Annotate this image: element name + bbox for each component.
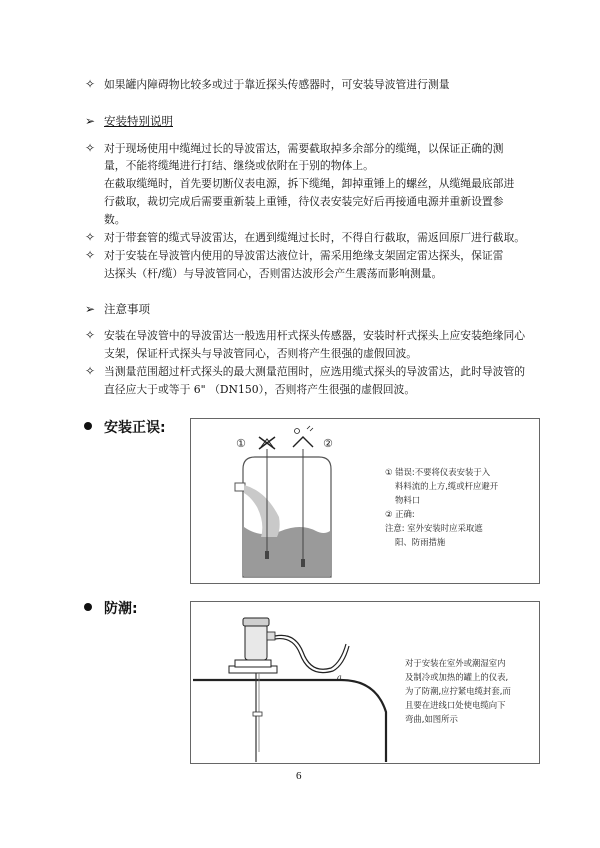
page-number: 6 xyxy=(296,770,302,782)
bullet-marker: ✧ xyxy=(85,248,96,262)
list-item-line: 达探头（杆/缆）与导波管同心，否则雷达波形会产生震荡而影响测量。 xyxy=(104,267,443,280)
heading-dot-icon xyxy=(84,422,92,430)
bullet-marker: ✧ xyxy=(85,328,96,342)
figure-note-line: ① 错误:不要将仪表安装于入 xyxy=(385,467,491,477)
bullet-marker: ✧ xyxy=(85,230,96,244)
section-heading: 注意事项 xyxy=(104,302,150,316)
list-item-line: 数。 xyxy=(104,213,126,226)
list-item-line: 对于带套管的缆式导波雷达，在遇到缆绳过长时，不得自行截取，需返回原厂进行截取。 xyxy=(104,231,526,244)
figure-note-line: 物料口 xyxy=(395,495,421,505)
figure-note-line: 弯曲,如图所示 xyxy=(405,714,458,724)
bullet-marker: ✧ xyxy=(85,141,96,155)
list-item-line: 对于现场使用中缆绳过长的导波雷达，需要截取掉多余部分的缆绳，以保证正确的测 xyxy=(104,142,504,155)
list-item-line: 对于安装在导波管内使用的导波雷达液位计，需采用绝缘支架固定雷达探头，保证雷 xyxy=(104,249,504,262)
cable-label: a xyxy=(337,673,342,682)
figure-note-line: ② 正确: xyxy=(385,509,415,519)
figure-installation xyxy=(190,418,540,584)
bullet-marker: ✧ xyxy=(85,364,96,378)
figure-note-line: 料料流的上方,缆或杆应避开 xyxy=(395,481,499,491)
list-item-line: 安装在导波管中的导波雷达一般选用杆式探头传感器，安装时杆式探头上应安装绝缘同心 xyxy=(104,329,526,342)
figure-note-line: 且要在进线口处使电缆向下 xyxy=(405,700,506,710)
figure-note-line: 为了防潮,应拧紧电缆封套,而 xyxy=(405,686,511,696)
list-item-line: 支架，保证杆式探头与导波管同心，否则将产生很强的虚假回波。 xyxy=(104,347,418,360)
section-arrow-icon: ➢ xyxy=(85,114,96,128)
heading-dot-icon xyxy=(84,603,92,611)
label-wrong: ① xyxy=(236,437,246,450)
list-item-line: 量，不能将缆绳进行打结、继绕或依附在于别的物体上。 xyxy=(104,159,374,172)
list-item-line: 在截取缆绳时，首先要切断仪表电源，拆下缆绳，卸掉重锤上的螺丝，从缆绳最底部进 xyxy=(104,177,515,190)
figure-heading: 防潮: xyxy=(104,601,138,617)
list-item-line: 行截取，裁切完成后需要重新装上重锤，待仪表安装完好后再接通电源并重新设置参 xyxy=(104,195,504,208)
figure-moisture-protection xyxy=(190,601,540,764)
paragraph-text: 如果罐内障碍物比较多或过于靠近探头传感器时，可安装导波管进行测量 xyxy=(104,78,450,91)
section-arrow-icon: ➢ xyxy=(85,302,96,316)
bullet-marker: ✧ xyxy=(85,77,96,91)
list-item-line: 直径应大于或等于 6" （DN150），否则将产生很强的虚假回波。 xyxy=(104,383,416,396)
tank-installation-diagram xyxy=(191,419,539,583)
section-heading: 安装特别说明 xyxy=(104,114,173,128)
figure-note-line: 注意: 室外安装时应采取遮 xyxy=(385,523,483,533)
figure-heading: 安装正误: xyxy=(104,420,166,436)
list-item-line: 当测量范围超过杆式探头的最大测量范围时，应选用缆式探头的导波雷达，此时导波管的 xyxy=(104,365,526,378)
figure-note-line: 对于安装在室外或潮湿室内 xyxy=(405,658,506,668)
label-right: ② xyxy=(323,437,333,450)
figure-note-line: 及制冷或加热的罐上的仪表, xyxy=(405,672,509,682)
figure-note-line: 阳、防雨措施 xyxy=(395,537,446,547)
